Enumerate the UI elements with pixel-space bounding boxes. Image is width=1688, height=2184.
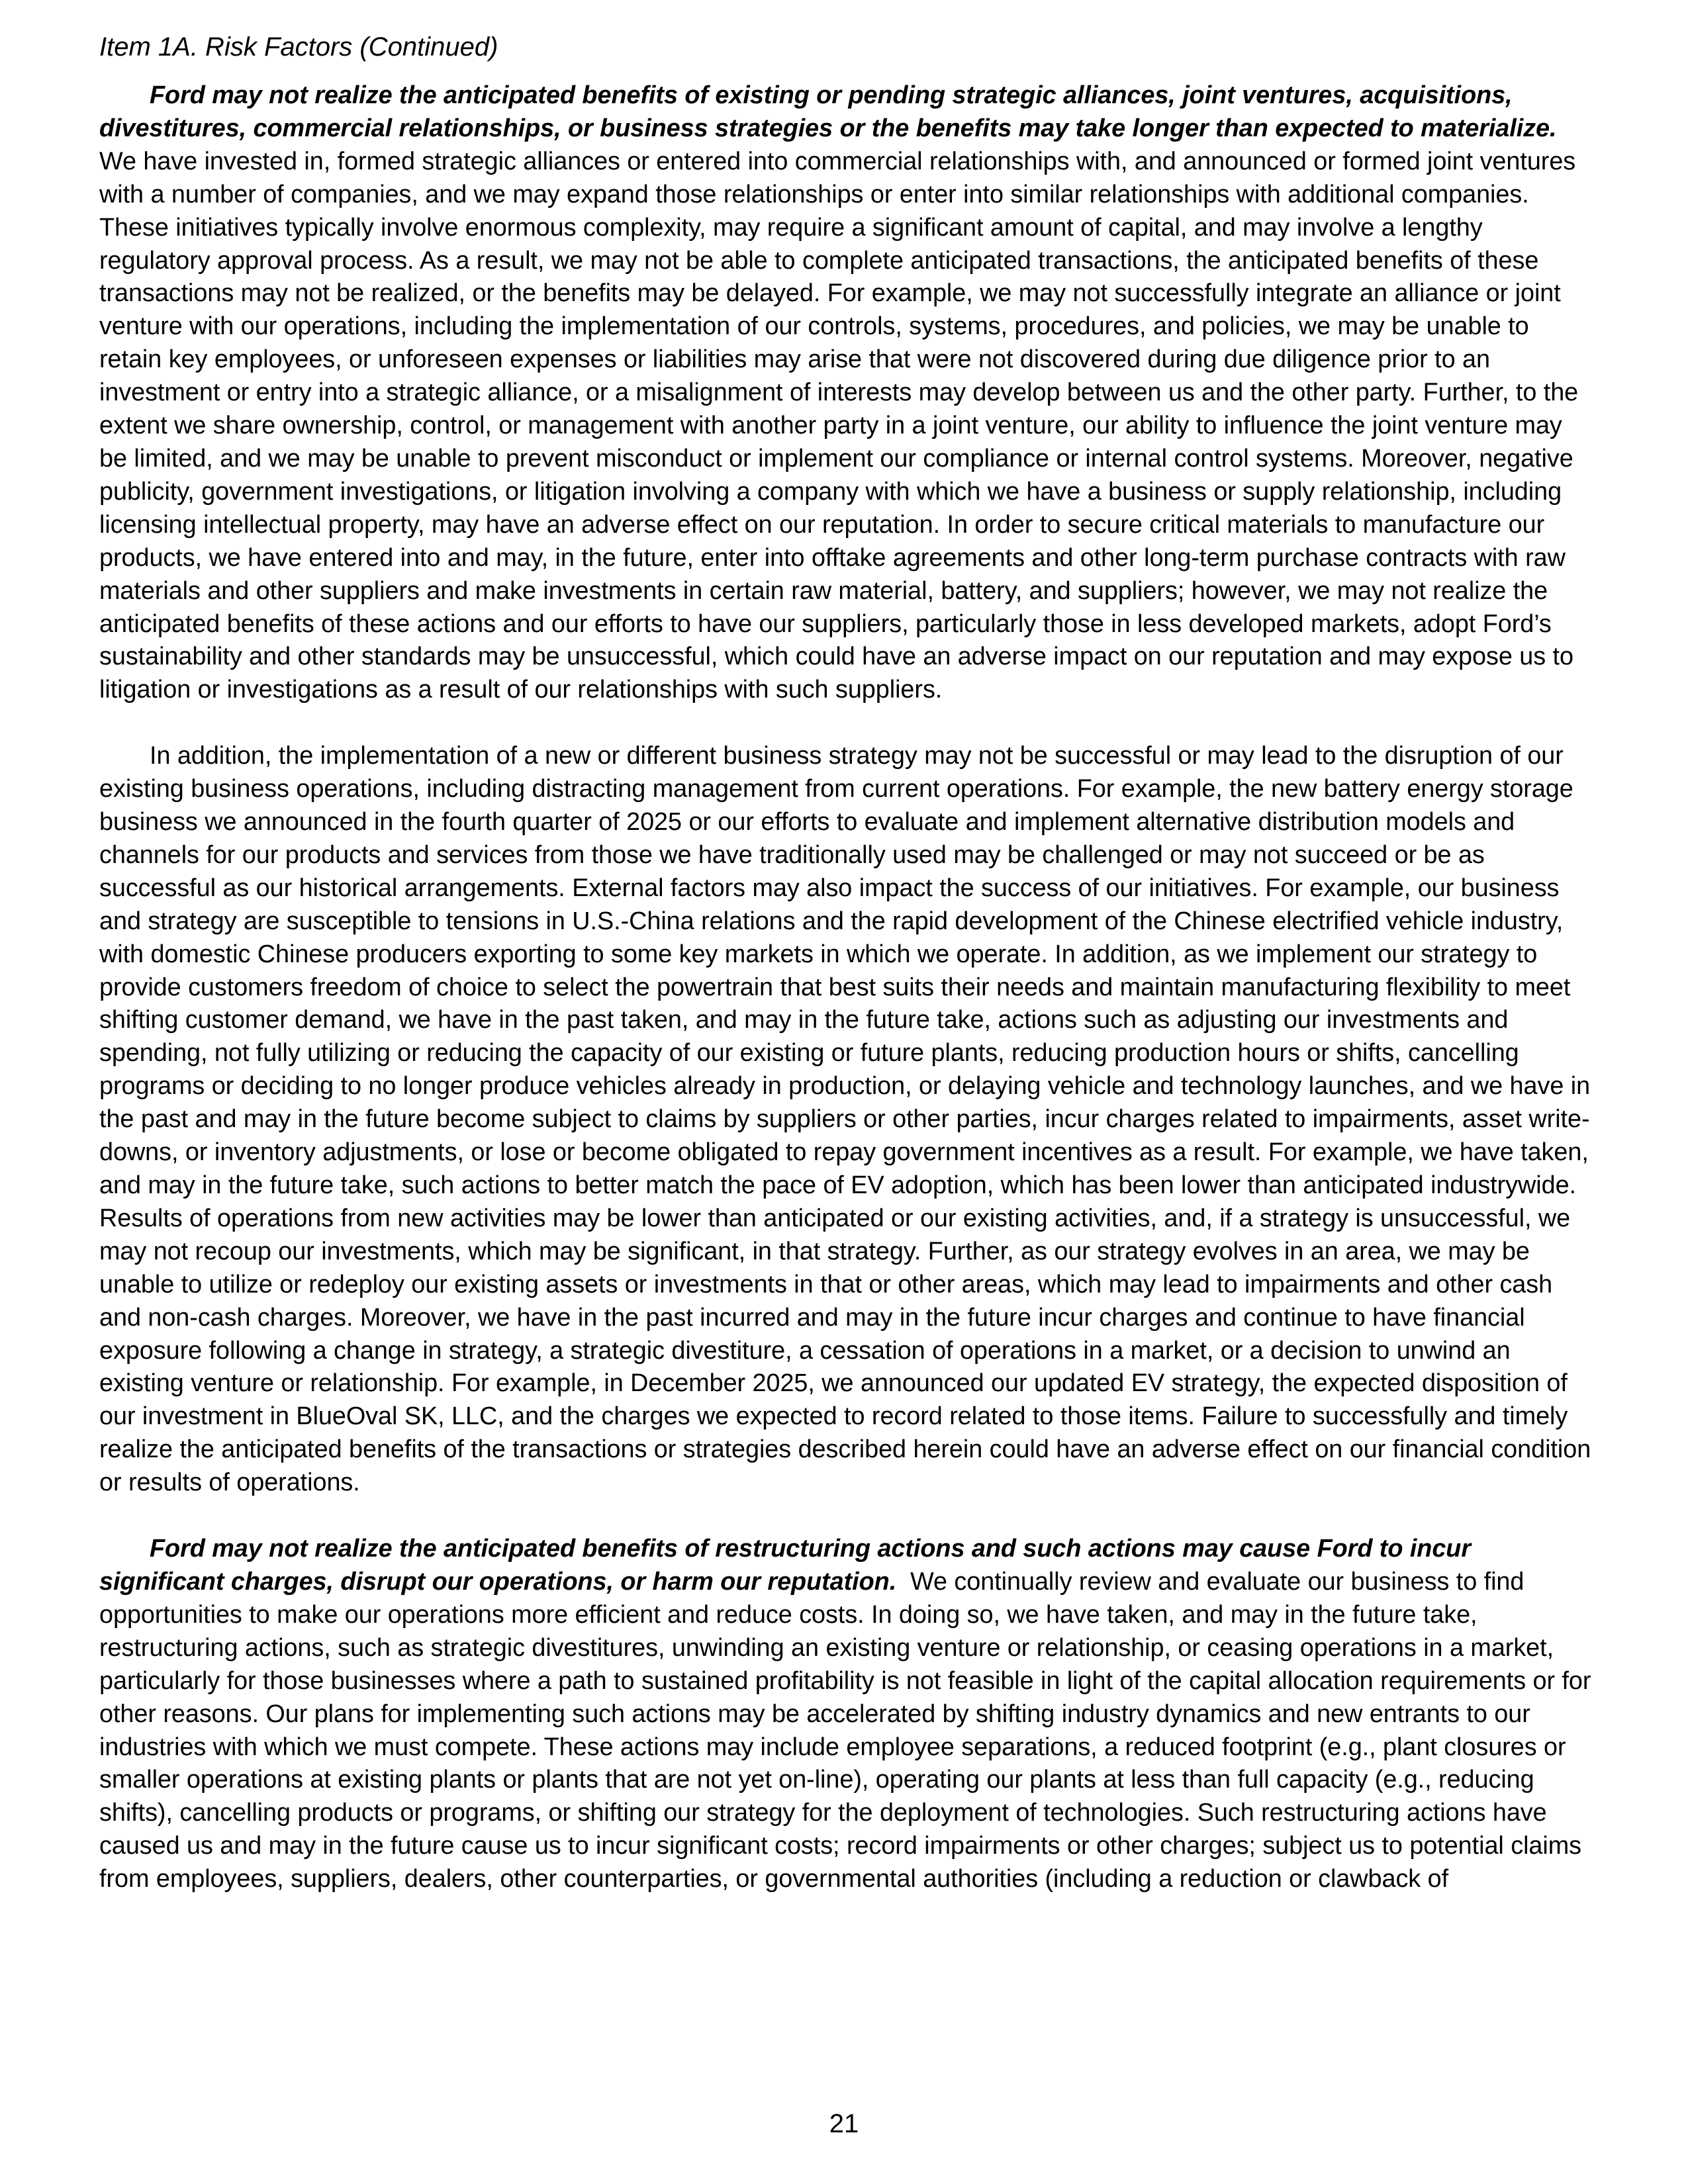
- paragraph-restructuring: [99, 1533, 1597, 1896]
- risk-factor-heading: Ford may not realize the anticipated benefits of existing or pending strategic alliances, joint ventures, acquisitions, divestitures, commercial relationships, or business strategies or the benefits may take longer than expected to materialize.: [99, 81, 1557, 142]
- paragraph-business-strategy: [99, 740, 1597, 1500]
- paragraph-body: In addition, the implementation of a new or different business strategy may not be successful or may lead to the disruption of our existing business operations, including distracting management from current operations. For example, the new battery energy storage business we announced in the fourth quarter of 2025 or our efforts to evaluate and implement alternative distribution models and channels for our products and services from those we have traditionally used may be challenged or may not succeed or be as successful as our historical arrangements. External factors may also impact the success of our initiatives. For example, our business and strategy are susceptible to tensions in U.S.-China relations and the rapid development of the Chinese electrified vehicle industry, with domestic Chinese producers exporting to some key markets in which we operate. In addition, as we implement our strategy to provide customers freedom of choice to select the powertrain that best suits their needs and maintain manufacturing flexibility to meet shifting customer demand, we have in the past taken, and may in the future take, actions such as adjusting our investments and spending, not fully utilizing or reducing the capacity of our existing or future plants, reducing production hours or shifts, cancelling programs or deciding to no longer produce vehicles already in production, or delaying vehicle and technology launches, and we have in the past and may in the future become subject to claims by suppliers or other parties, incur charges related to impairments, asset write-downs, or inventory adjustments, or lose or become obligated to repay government incentives as a result. For example, we have taken, and may in the future take, such actions to better match the pace of EV adoption, which has been lower than anticipated industrywide. Results of operations from new activities may be lower than anticipated or our existing activities, and, if a strategy is unsuccessful, we may not recoup our investments, which may be significant, in that strategy. Further, as our strategy evolves in an area, we may be unable to utilize or redeploy our existing assets or investments in that or other areas, which may lead to impairments and other cash and non-cash charges. Moreover, we have in the past incurred and may in the future incur charges and continue to have financial exposure following a change in strategy, a strategic divestiture, a cessation of operations in a market, or a decision to unwind an existing venture or relationship. For example, in December 2025, we announced our updated EV strategy, the expected disposition of our investment in BlueOval SK, LLC, and the charges we expected to record related to those items. Failure to successfully and timely realize the anticipated benefits of the transactions or strategies described herein could have an adverse effect on our financial condition or results of operations.: [99, 742, 1591, 1497]
- page-content: [99, 30, 1597, 1929]
- section-header: Item 1A. Risk Factors (Continued): [99, 32, 498, 62]
- paragraph-body: We continually review and evaluate our business to find opportunities to make our operations more efficient and reduce costs. In doing so, we have taken, and may in the future take, restructuring actions, such as strategic divestitures, unwinding an existing venture or relationship, or ceasing operations in a market, particularly for those businesses where a path to sustained profitability is not feasible in light of the capital allocation requirements or for other reasons. Our plans for implementing such actions may be accelerated by shifting industry dynamics and new entrants to our industries with which we must compete. These actions may include employee separations, a reduced footprint (e.g., plant closures or smaller operations at existing plants or plants that are not yet on-line), operating our plants at less than full capacity (e.g., reducing shifts), cancelling products or programs, or shifting our strategy for the deployment of technologies. Such restructuring actions have caused us and may in the future cause us to incur significant costs; record impairments or other charges; subject us to potential claims from employees, suppliers, dealers, other counterparties, or governmental authorities (including a reduction or clawback of: [99, 1567, 1591, 1893]
- risk-factor-heading: Ford may not realize the anticipated benefits of restructuring actions and such actions may cause Ford to incur significant charges, disrupt our operations, or harm our reputation.: [99, 1535, 1471, 1596]
- page-number: 21: [829, 2109, 859, 2138]
- paragraph-body: We have invested in, formed strategic alliances or entered into commercial relationships with, and announced or formed joint ventures with a number of companies, and we may expand those relationships or enter into similar relationships with additional companies. These initiatives typically involve enormous complexity, may require a significant amount of capital, and may involve a lengthy regulatory approval process. As a result, we may not be able to complete anticipated transactions, the anticipated benefits of these transactions may not be realized, or the benefits may be delayed. For example, we may not successfully integrate an alliance or joint venture with our operations, including the implementation of our controls, systems, procedures, and policies, we may be unable to retain key employees, or unforeseen expenses or liabilities may arise that were not discovered during due diligence prior to an investment or entry into a strategic alliance, or a misalignment of interests may develop between us and the other party. Further, to the extent we share ownership, control, or management with another party in a joint venture, our ability to influence the joint venture may be limited, and we may be unable to prevent misconduct or implement our compliance or internal control systems. Moreover, negative publicity, government investigations, or litigation involving a company with which we have a business or supply relationship, including licensing intellectual property, may have an adverse effect on our reputation. In order to secure critical materials to manufacture our products, we have entered into and may, in the future, enter into offtake agreements and other long-term purchase contracts with raw materials and other suppliers and make investments in certain raw material, battery, and suppliers; however, we may not realize the anticipated benefits of these actions and our efforts to have our suppliers, particularly those in less developed markets, adopt Ford’s sustainability and other standards may be unsuccessful, which could have an adverse impact on our reputation and may expose us to litigation or investigations as a result of our relationships with such suppliers.: [99, 147, 1579, 704]
- paragraph-strategic-alliances: [99, 79, 1597, 707]
